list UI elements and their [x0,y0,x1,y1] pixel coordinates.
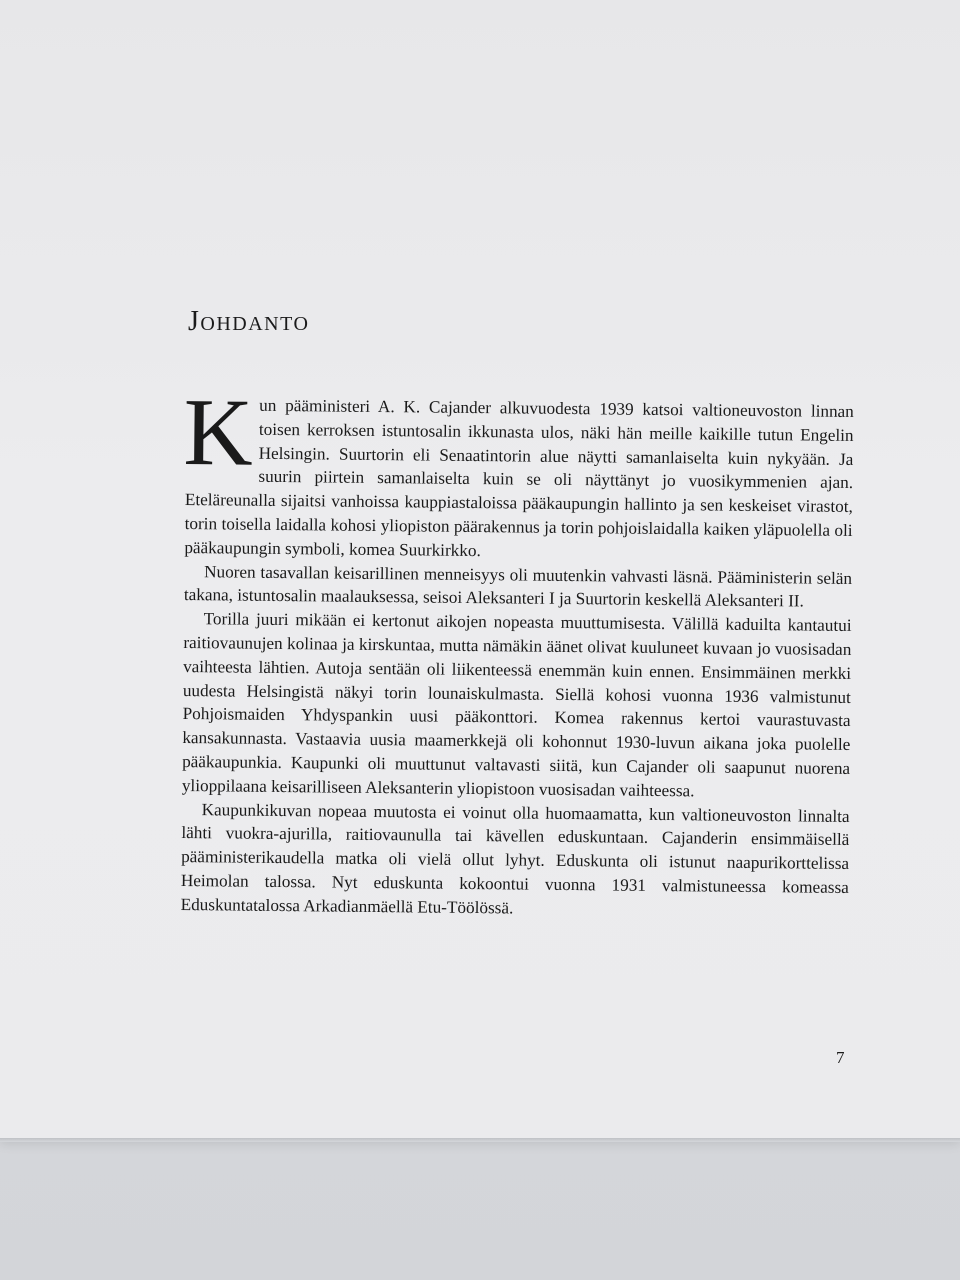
page-number: 7 [836,1048,845,1067]
paragraph [183,377,854,567]
page-edge [0,1138,960,1142]
paragraph [181,798,850,924]
paragraph-text: Kaupunkikuvan nopeaa muutosta ei voinut olla huomaamatta, kun valtioneuvoston linnalta lähti vuokra-ajurilla, raitiovaunulla tai kävellen eduskuntaan. Cajanderin ensimmäisellä pääministerikaudella matka oli vielä ollut lyhyt. Eduskunta oli istunut naapurikorttelissa Heimolan talossa. Nyt eduskunta kokoontui vuonna 1931 valmistuneessa komeassa Eduskuntatalossa Arkadianmäellä Etu-Töölössä. [180,799,850,918]
body-text [180,377,854,923]
paragraph [184,560,852,615]
drop-cap: K [183,377,254,486]
paragraph-text: un pääministeri A. K. Cajander alkuvuodesta 1939 katsoi valtioneuvoston linnan toisen kerroksen istuntosalin ikkunasta ulos, näki hän meille kaikille tutun Engelin Helsingin. Suurtorin eli Senaatintorin alue näytti samanlaiselta kuin nykyään. Ja suurin piirtein samanlaiselta kuin se oli näyttänyt jo vuosikymmenien ajan. Eteläreunalla sijaitsi vanhoissa kauppiastaloissa pääkaupungin hallinto ja sen keskeiset virastot, torin toisella laidalla kohosi yliopiston päärakennus ja torin pohjoislaidalla kaiken yläpuolella oli pääkaupungin symboli, komea Suurkirkko. [184,395,854,560]
chapter-title: Johdanto [188,306,310,337]
paragraph-text: Torilla juuri mikään ei kertonut aikojen nopeasta muuttumisesta. Välillä kaduilta kantautui raitiovaunujen kolinaa ja kirskuntaa, mutta nämäkin äänet olivat kuuluneet kuvaan jo vuosisadan vaihteesta lähtien. Autoja sentään oli liikenteessä enemmän kuin ennen. Ensimmäinen merkki uudesta Helsingistä näkyi torin lounaiskulmasta. Siellä kohosi vuonna 1936 valmistunut Pohjoismaiden Yhdyspankin uusi pääkonttori. Komea rakennus kertoi vaurastuvasta kansakunnasta. Vastaavia uusia maamerkkejä oli kohonnut 1930-luvun aikana joka puolelle pääkaupunkia. Kaupunki oli muuttunut valtavasti siitä, kun Cajander oli saapunut nuorena ylioppilaana keisarilliseen Aleksanterin yliopistoon vuosisadan vaihteessa. [181,609,852,801]
paragraph [182,607,852,804]
paragraph-text: Nuoren tasavallan keisarillinen menneisyys oli muutenkin vahvasti läsnä. Pääministerin selän takana, istuntosalin maalauksessa, seisoi Aleksanteri I ja Suurtorin keskellä Aleksanteri II. [183,561,853,611]
